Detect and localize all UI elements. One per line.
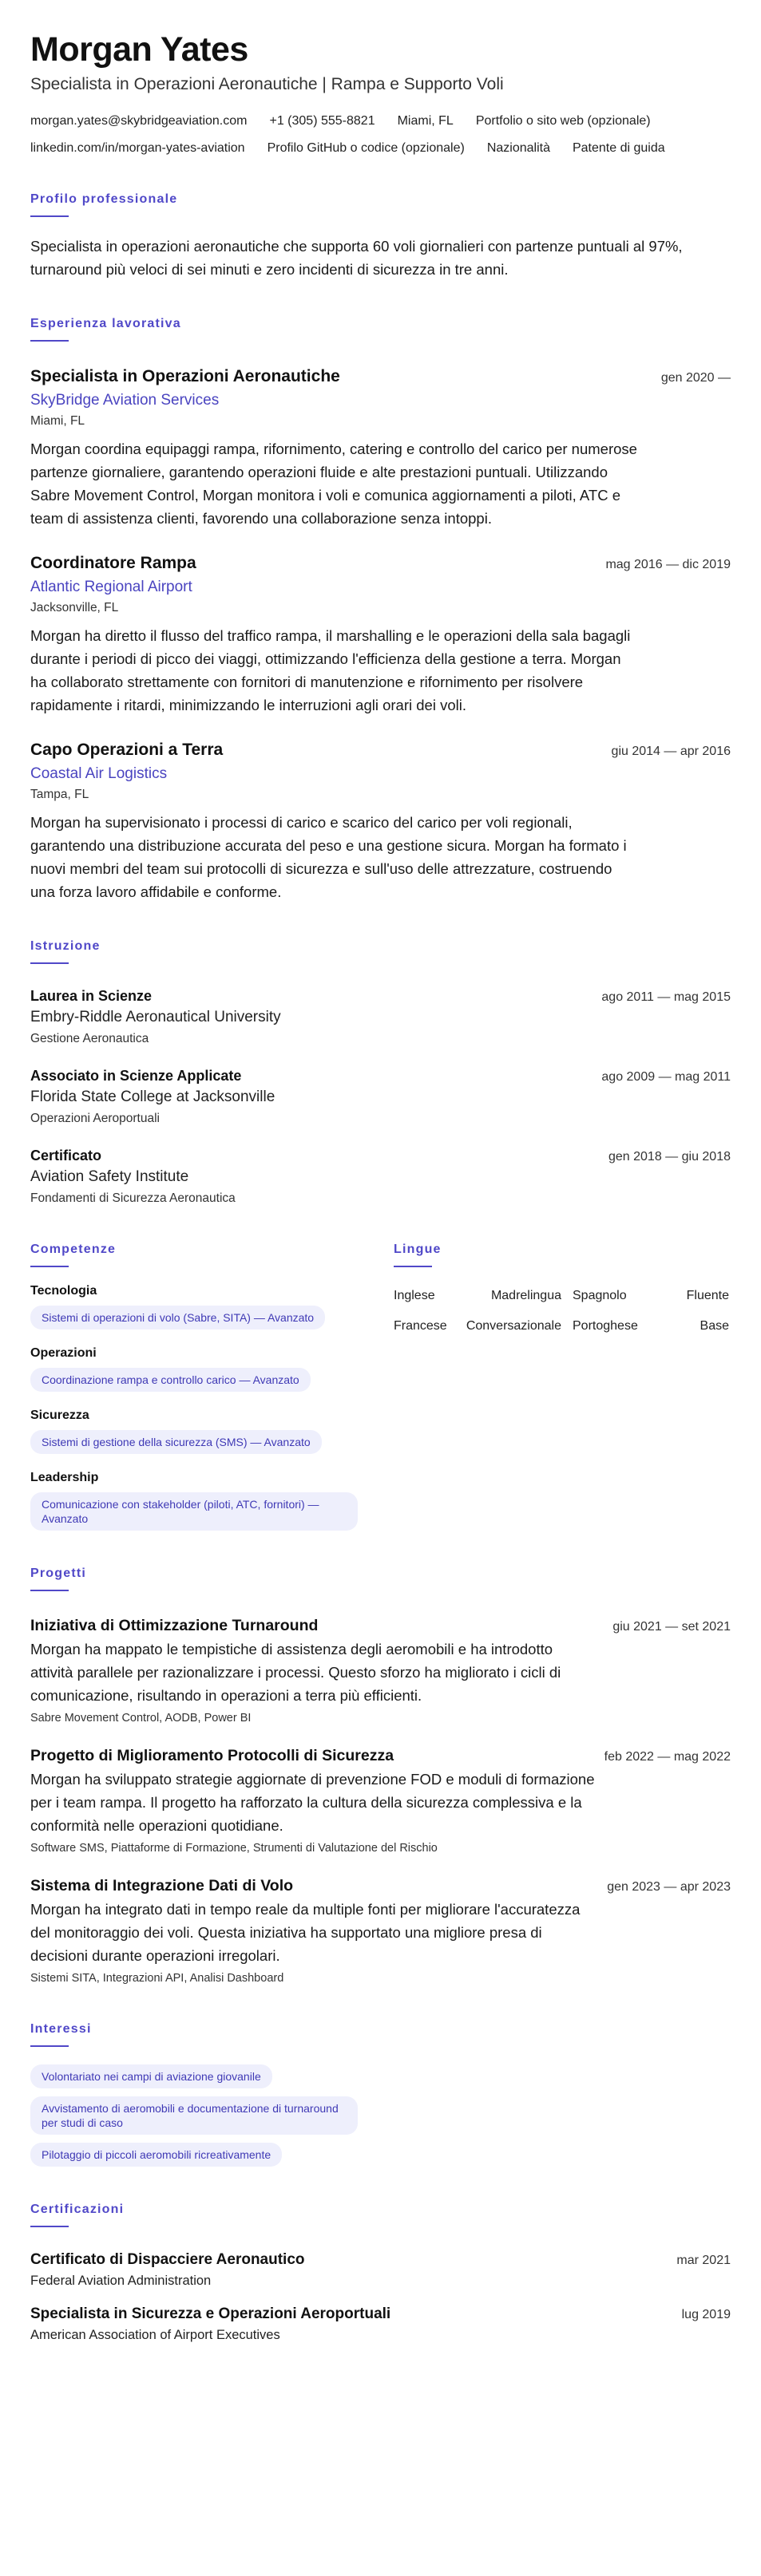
certification-date: lug 2019	[681, 2308, 731, 2321]
skill-chip: Sistemi di gestione della sicurezza (SMS) — Avanzato	[30, 1430, 322, 1454]
language-name: Portoghese	[573, 1319, 638, 1333]
project-entry	[30, 1745, 731, 1856]
skill-category: Sicurezza	[30, 1409, 89, 1422]
candidate-name: Morgan Yates	[30, 30, 248, 69]
language-name: Francese	[394, 1319, 447, 1333]
education-entry	[30, 1146, 731, 1207]
skill-group	[30, 1345, 394, 1392]
contact-portfolio[interactable]: Portfolio o sito web (opzionale)	[475, 114, 651, 128]
language-level: Base	[700, 1319, 729, 1333]
job-company: Coastal Air Logistics	[30, 765, 168, 782]
project-technologies: Sistemi SITA, Integrazioni API, Analisi Dashboard	[30, 1972, 284, 1985]
education-field: Operazioni Aeroportuali	[30, 1112, 160, 1125]
education-entry	[30, 986, 731, 1047]
certification-issuer: Federal Aviation Administration	[30, 2274, 212, 2288]
skill-category: Tecnologia	[30, 1284, 97, 1298]
language-name: Inglese	[394, 1289, 435, 1302]
job-dates: giu 2014 — apr 2016	[611, 745, 731, 758]
project-technologies: Sabre Movement Control, AODB, Power BI	[30, 1712, 252, 1725]
certification-entry	[30, 2250, 731, 2290]
language-row	[394, 1318, 729, 1334]
job-description: Morgan coordina equipaggi rampa, rifornimento, catering e controllo del carico per numerose partenze giornaliere, garantendo operazioni fluide e alte prestazioni puntuali. Utilizzando Sabre Movement Control, Morgan monitora i voli e comunica aggiornamenti a piloti, ATC e team di assistenza clienti, favorendo una collaborazione senza intoppi.	[30, 441, 637, 527]
project-title: Sistema di Integrazione Dati di Volo	[30, 1877, 294, 1894]
project-description: Morgan ha sviluppato strategie aggiornate di prevenzione FOD e moduli di formazione per i team rampa. Il progetto ha rafforzato la cultura della sicurezza complessiva e la conformità nelle operazioni quotidiane.	[30, 1771, 595, 1834]
job-description: Morgan ha diretto il flusso del traffico rampa, il marshalling e le operazioni della sala bagagli durante i periodi di picco dei viaggi, ottimizzando l'efficienza della gestione a terra. Morgan ha collaborato strettamente con fornitori di manutenzione e rifornimento per risolvere rapidamente i ritardi, minimizzando le interruzioni agli orari dei voli.	[30, 627, 631, 713]
section-divider	[30, 962, 69, 964]
job-title: Capo Operazioni a Terra	[30, 741, 224, 759]
project-list	[30, 1615, 731, 1986]
section-title-experience: Esperienza lavorativa	[30, 317, 181, 330]
job-company: Atlantic Regional Airport	[30, 579, 192, 595]
certifications-section	[30, 2202, 731, 2344]
language-level: Madrelingua	[490, 1289, 561, 1302]
contact-linkedin[interactable]: linkedin.com/in/morgan-yates-aviation	[30, 141, 245, 155]
education-list	[30, 986, 731, 1207]
certification-name: Certificato di Dispacciere Aeronautico	[30, 2251, 305, 2268]
section-title-interests: Interessi	[30, 2022, 92, 2036]
section-divider	[30, 215, 69, 217]
section-divider	[30, 2045, 69, 2047]
section-divider	[30, 2226, 69, 2227]
language-row	[394, 1288, 729, 1304]
summary-section	[30, 192, 731, 281]
project-description: Morgan ha mappato le tempistiche di assistenza degli aeromobili e ha introdotto attività parallele per razionalizzare i processi. Questo sforzo ha migliorato i cicli di comunicazione, risultando in operazioni a terra più efficienti.	[30, 1641, 561, 1704]
job-title: Specialista in Operazioni Aeronautiche	[30, 367, 340, 385]
language-level: Fluente	[686, 1289, 729, 1302]
projects-section	[30, 1566, 731, 1986]
certification-date: mar 2021	[676, 2254, 731, 2267]
skill-group	[30, 1283, 394, 1329]
education-dates: gen 2018 — giu 2018	[608, 1150, 731, 1164]
languages-section	[394, 1242, 729, 1531]
education-field: Fondamenti di Sicurezza Aeronautica	[30, 1191, 236, 1205]
skills-languages-row	[30, 1242, 731, 1531]
language-name: Spagnolo	[573, 1289, 627, 1302]
contact-email[interactable]: morgan.yates@skybridgeaviation.com	[30, 114, 248, 128]
interests-section	[30, 2021, 731, 2167]
interest-chip: Volontariato nei campi di aviazione giovanile	[30, 2064, 272, 2088]
job-company: SkyBridge Aviation Services	[30, 392, 220, 409]
resume-header	[30, 29, 731, 156]
job-entry	[30, 365, 731, 530]
project-description: Morgan ha integrato dati in tempo reale da multiple fonti per migliorare l'accuratezza del monitoraggio dei voli. Questa iniziativa ha supportato una migliore presa di decisioni durante operazioni irregolari.	[30, 1901, 581, 1964]
skill-group	[30, 1408, 394, 1454]
languages-table	[394, 1288, 729, 1334]
education-degree: Laurea in Scienze	[30, 988, 153, 1004]
certification-name: Specialista in Sicurezza e Operazioni Aeroportuali	[30, 2305, 391, 2322]
certification-issuer: American Association of Airport Executives	[30, 2328, 280, 2342]
education-school: Aviation Safety Institute	[30, 1168, 189, 1185]
skill-chip: Coordinazione rampa e controllo carico — Avanzato	[30, 1368, 311, 1392]
education-dates: ago 2009 — mag 2011	[601, 1070, 731, 1084]
summary-text: Specialista in operazioni aeronautiche che supporta 60 voli giornalieri con partenze puntuali al 97%, turnaround più veloci di sei minuti e zero incidenti di sicurezza in tre anni.	[30, 238, 683, 278]
project-title: Iniziativa di Ottimizzazione Turnaround	[30, 1617, 319, 1634]
education-field: Gestione Aeronautica	[30, 1032, 149, 1045]
education-dates: ago 2011 — mag 2015	[601, 990, 731, 1004]
project-dates: giu 2021 — set 2021	[612, 1620, 731, 1634]
section-title-certifications: Certificazioni	[30, 2203, 125, 2216]
section-title-languages: Lingue	[394, 1243, 442, 1256]
education-degree: Associato in Scienze Applicate	[30, 1068, 242, 1084]
project-entry	[30, 1875, 731, 1986]
section-divider	[30, 1266, 69, 1267]
skill-category: Operazioni	[30, 1346, 97, 1360]
job-dates: mag 2016 — dic 2019	[605, 558, 731, 571]
language-level: Conversazionale	[466, 1319, 561, 1333]
project-title: Progetto di Miglioramento Protocolli di Sicurezza	[30, 1747, 394, 1764]
job-entry	[30, 552, 731, 717]
skill-category: Leadership	[30, 1471, 99, 1484]
education-section	[30, 938, 731, 1207]
job-entry	[30, 739, 731, 903]
job-title: Coordinatore Rampa	[30, 554, 196, 572]
experience-section	[30, 316, 731, 903]
skill-group	[30, 1470, 394, 1531]
project-dates: gen 2023 — apr 2023	[607, 1880, 731, 1894]
section-title-skills: Competenze	[30, 1243, 117, 1256]
section-divider	[30, 340, 69, 342]
skills-section	[30, 1242, 394, 1531]
section-title-education: Istruzione	[30, 939, 101, 953]
skill-chip: Sistemi di operazioni di volo (Sabre, SITA) — Avanzato	[30, 1306, 325, 1329]
interest-chip: Avvistamento di aeromobili e documentazione di turnaround per studi di caso	[30, 2096, 358, 2135]
education-school: Embry-Riddle Aeronautical University	[30, 1009, 281, 1025]
interest-list	[30, 2064, 731, 2167]
job-location: Miami, FL	[30, 414, 85, 428]
job-list	[30, 365, 731, 903]
contact-phone[interactable]: +1 (305) 555-8821	[269, 114, 375, 128]
education-entry	[30, 1066, 731, 1127]
section-title-summary: Profilo professionale	[30, 192, 178, 206]
contact-nationality: Nazionalità	[486, 141, 550, 155]
section-divider	[30, 1590, 69, 1591]
skill-chip: Comunicazione con stakeholder (piloti, ATC, fornitori) — Avanzato	[30, 1492, 358, 1531]
job-dates: gen 2020 —	[660, 371, 731, 385]
job-location: Tampa, FL	[30, 788, 89, 801]
job-location: Jacksonville, FL	[30, 601, 119, 614]
section-title-projects: Progetti	[30, 1567, 87, 1580]
certification-entry	[30, 2304, 731, 2344]
interest-chip: Pilotaggio di piccoli aeromobili ricreativamente	[30, 2143, 282, 2167]
contact-github[interactable]: Profilo GitHub o codice (opzionale)	[267, 141, 465, 155]
project-entry	[30, 1615, 731, 1726]
contact-driving-license: Patente di guida	[572, 141, 665, 155]
project-dates: feb 2022 — mag 2022	[604, 1750, 731, 1764]
job-description: Morgan ha supervisionato i processi di carico e scarico del carico per voli regionali, garantendo una distribuzione accurata del peso e una gestione sicura. Morgan ha formato i nuovi membri del team sui protocolli di sicurezza e sull'uso delle attrezzature, costruendo una forza lavoro affidabile e conforme.	[30, 814, 627, 900]
contact-list	[30, 113, 731, 156]
education-degree: Certificato	[30, 1148, 102, 1164]
certification-list	[30, 2250, 731, 2344]
education-school: Florida State College at Jacksonville	[30, 1088, 275, 1105]
contact-location: Miami, FL	[397, 114, 454, 128]
section-divider	[394, 1266, 432, 1267]
candidate-title: Specialista in Operazioni Aeronautiche | Rampa e Supporto Voli	[30, 75, 504, 93]
project-technologies: Software SMS, Piattaforme di Formazione, Strumenti di Valutazione del Rischio	[30, 1842, 438, 1855]
